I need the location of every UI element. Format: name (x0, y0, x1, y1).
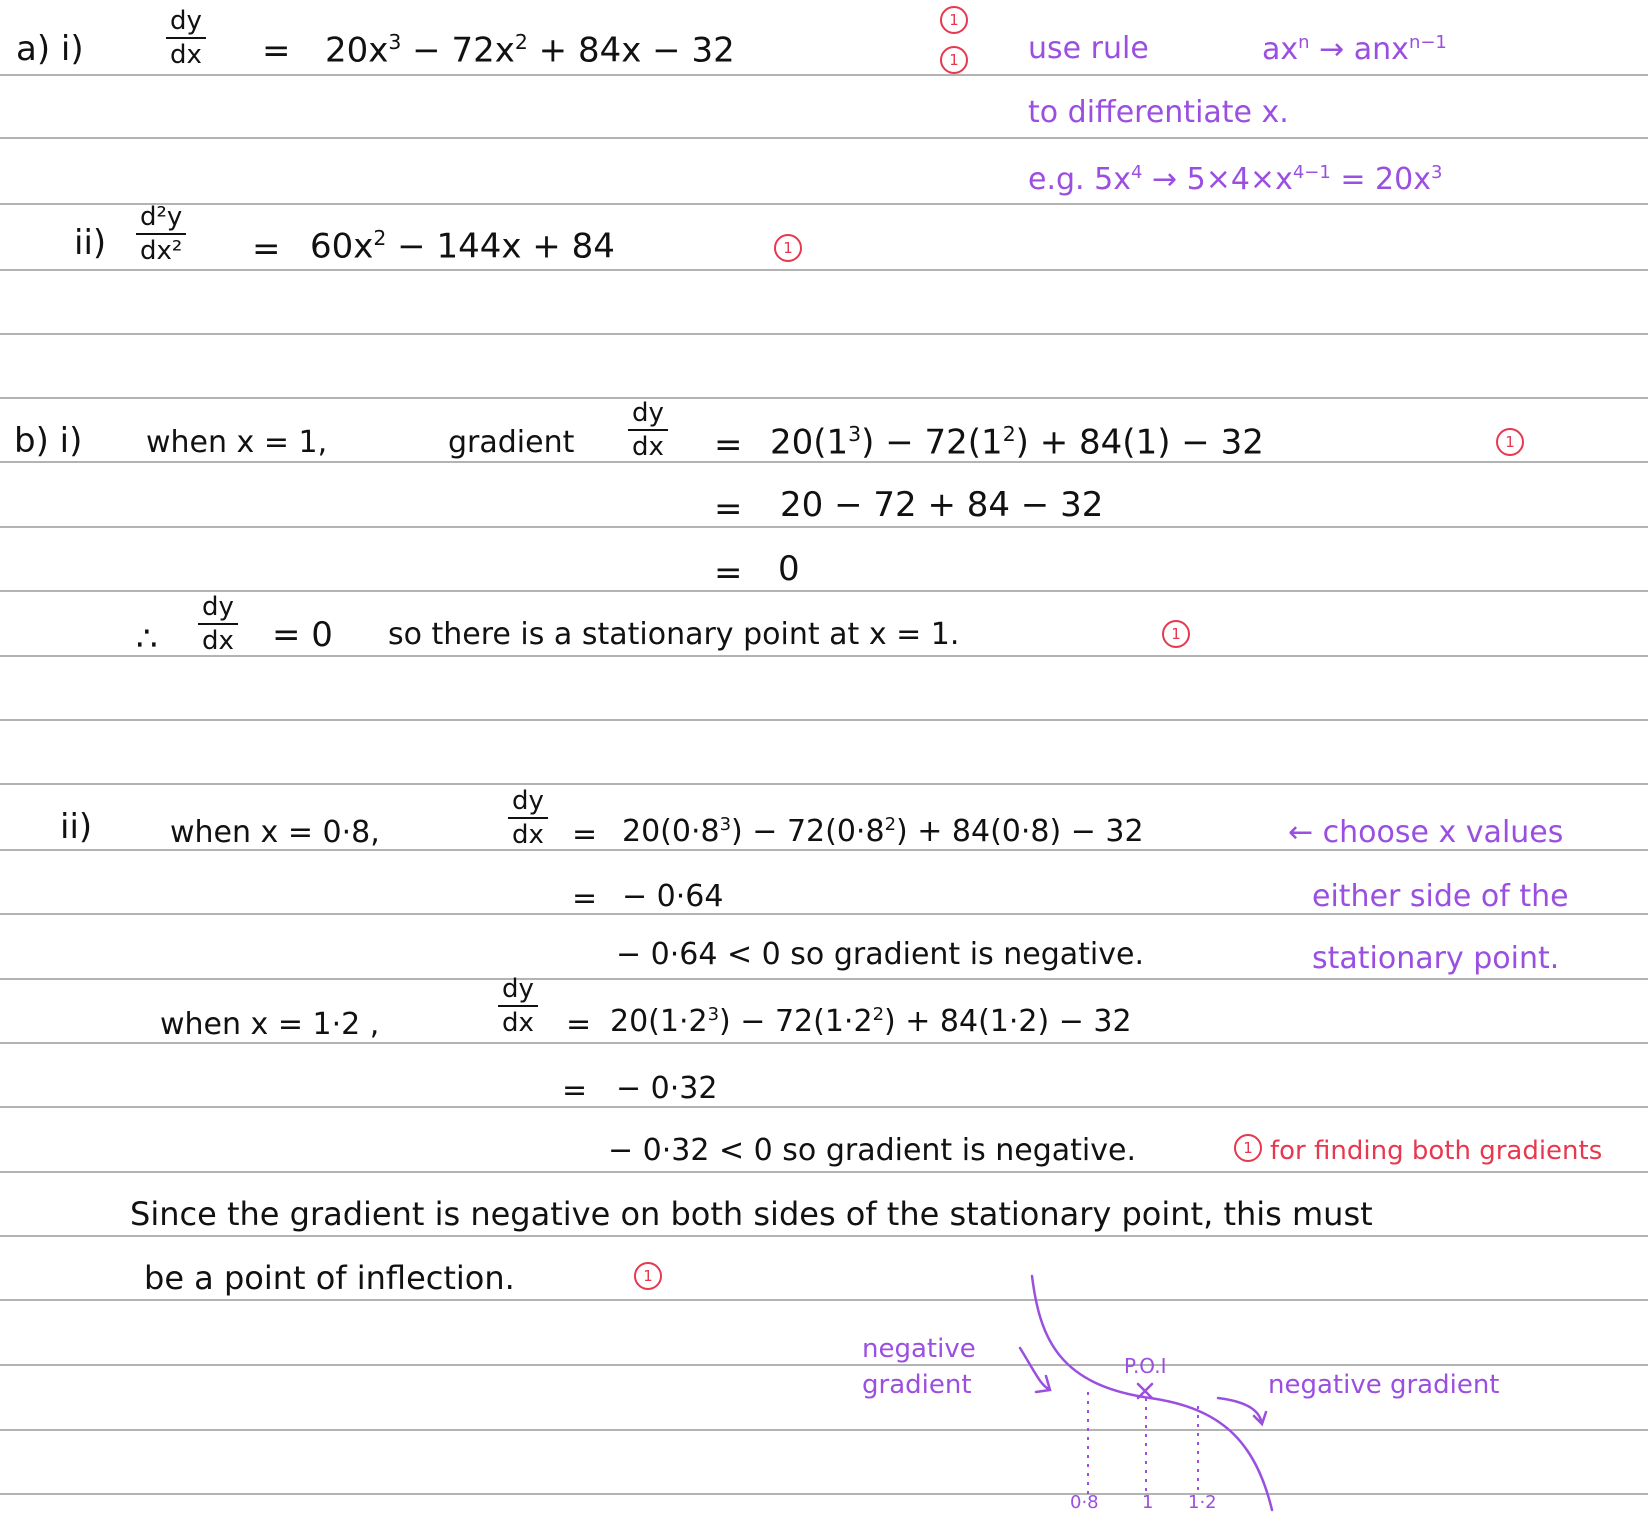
example-term: → 5×4×x (1142, 162, 1293, 197)
mark-circle: 1 (1162, 620, 1190, 648)
dydx-numerator: dy (632, 398, 664, 428)
dydx-numerator: dy (502, 974, 534, 1004)
equals-sign: = (714, 553, 743, 593)
choose-values-note-2: either side of the (1312, 879, 1569, 914)
conclusion-line-2: be a point of inflection. (144, 1259, 515, 1297)
part-a-ii-label: ii) (74, 223, 107, 263)
left-arrow (1020, 1348, 1050, 1392)
part-b-ii-label: ii) (60, 807, 93, 847)
dydx-denominator: dx (498, 1005, 538, 1036)
mark-circle: 1 (940, 46, 968, 74)
rule-arrow: → (1309, 32, 1354, 67)
equals-sign: = (562, 1073, 588, 1108)
term: 20(0·8 (622, 814, 720, 849)
therefore-symbol: ∴ (136, 619, 158, 659)
dydx-denominator: dx (628, 429, 668, 460)
exponent: 3 (719, 814, 732, 835)
gradient-word: gradient (448, 425, 575, 460)
part-a-i-label: a) i) (16, 29, 84, 69)
negative-gradient-right: negative gradient (1268, 1370, 1500, 1400)
equals-sign: = (262, 31, 291, 71)
mark-circle: 1 (774, 234, 802, 262)
stationary-point-statement: so there is a stationary point at x = 1. (388, 617, 960, 652)
term: ) + 84(0·8) − 32 (896, 814, 1144, 849)
exponent: 2 (872, 1004, 885, 1025)
exponent: 3 (707, 1004, 720, 1025)
dydx-denominator: dx (508, 817, 548, 848)
dx2-denominator: dx² (136, 233, 186, 264)
term: 20x (325, 30, 389, 71)
equals-sign: = (714, 425, 743, 465)
mark-circle: 1 (1496, 428, 1524, 456)
dydx-numerator: dy (202, 592, 234, 622)
term: − 72x (401, 30, 515, 71)
exponent: 3 (848, 422, 862, 446)
equals-zero: = 0 (272, 615, 333, 655)
conclusion-line-1: Since the gradient is negative on both sides of the stationary point, this must (130, 1195, 1373, 1233)
choose-values-note-1: ← choose x values (1288, 815, 1564, 850)
tick-label-0-8: 0·8 (1070, 1492, 1099, 1513)
b-i-result: 0 (778, 549, 800, 589)
tick-label-1: 1 (1142, 1492, 1154, 1513)
term: ) + 84(1·2) − 32 (884, 1004, 1132, 1039)
term: 60x (310, 226, 374, 267)
poi-cross (1138, 1384, 1152, 1398)
rule-note-line1: use rule (1028, 31, 1149, 66)
exponent: 3 (388, 30, 402, 54)
negative-check-0-8: − 0·64 < 0 so gradient is negative. (616, 937, 1144, 972)
rule-note-line2: to differentiate x. (1028, 95, 1289, 130)
exponent: 2 (1002, 422, 1016, 446)
dydx-denominator: dx (166, 37, 206, 68)
example-term: = 20x (1330, 162, 1431, 197)
equals-sign: = (572, 817, 598, 852)
term: ) + 84(1) − 32 (1015, 422, 1264, 463)
mark-circle: 1 (1234, 1134, 1262, 1162)
dydx-numerator: dy (512, 786, 544, 816)
negative-gradient-left-1: negative (862, 1334, 976, 1364)
exponent: n (1298, 32, 1310, 53)
exponent: n−1 (1408, 32, 1447, 53)
exponent: 2 (373, 226, 387, 250)
exponent: 2 (514, 30, 528, 54)
poi-label: P.O.I (1124, 1354, 1167, 1378)
term: 20(1·2 (610, 1004, 708, 1039)
example-term: e.g. 5x (1028, 162, 1131, 197)
tick-label-1-2: 1·2 (1188, 1492, 1217, 1513)
mark-circle: 1 (940, 6, 968, 34)
rule-lhs: ax (1262, 32, 1299, 67)
term: − 144x + 84 (386, 226, 615, 267)
equals-sign: = (566, 1007, 592, 1042)
equals-sign: = (252, 229, 281, 269)
exponent: 4−1 (1292, 162, 1331, 183)
result-0-8: − 0·64 (622, 879, 724, 914)
rule-rhs: anx (1353, 32, 1409, 67)
part-b-i-label: b) i) (14, 421, 83, 461)
equals-sign: = (714, 489, 743, 529)
when-x-0-8: when x = 0·8, (170, 815, 380, 850)
cubic-curve (1032, 1276, 1272, 1513)
term: 20(1 (770, 422, 849, 463)
when-x-1-2: when x = 1·2 , (160, 1007, 380, 1042)
negative-check-1-2: − 0·32 < 0 so gradient is negative. (608, 1133, 1136, 1168)
exponent: 2 (884, 814, 897, 835)
right-arrow (1218, 1398, 1266, 1424)
dydx-denominator: dx (198, 623, 238, 654)
term: + 84x − 32 (527, 30, 735, 71)
b-i-when: when x = 1, (146, 425, 328, 460)
negative-gradient-left-2: gradient (862, 1370, 972, 1400)
term: ) − 72(1·2 (719, 1004, 873, 1039)
d2y-numerator: d²y (140, 202, 183, 232)
equals-sign: = (572, 881, 598, 916)
mark-circle: 1 (634, 1262, 662, 1290)
b-i-simplified: 20 − 72 + 84 − 32 (780, 485, 1104, 525)
term: ) − 72(1 (861, 422, 1003, 463)
exponent: 4 (1130, 162, 1143, 183)
both-gradients-note: for finding both gradients (1270, 1136, 1603, 1166)
dydx-numerator: dy (170, 6, 202, 36)
result-1-2: − 0·32 (616, 1071, 718, 1106)
term: ) − 72(0·8 (731, 814, 885, 849)
exponent: 3 (1430, 162, 1443, 183)
choose-values-note-3: stationary point. (1312, 941, 1560, 976)
